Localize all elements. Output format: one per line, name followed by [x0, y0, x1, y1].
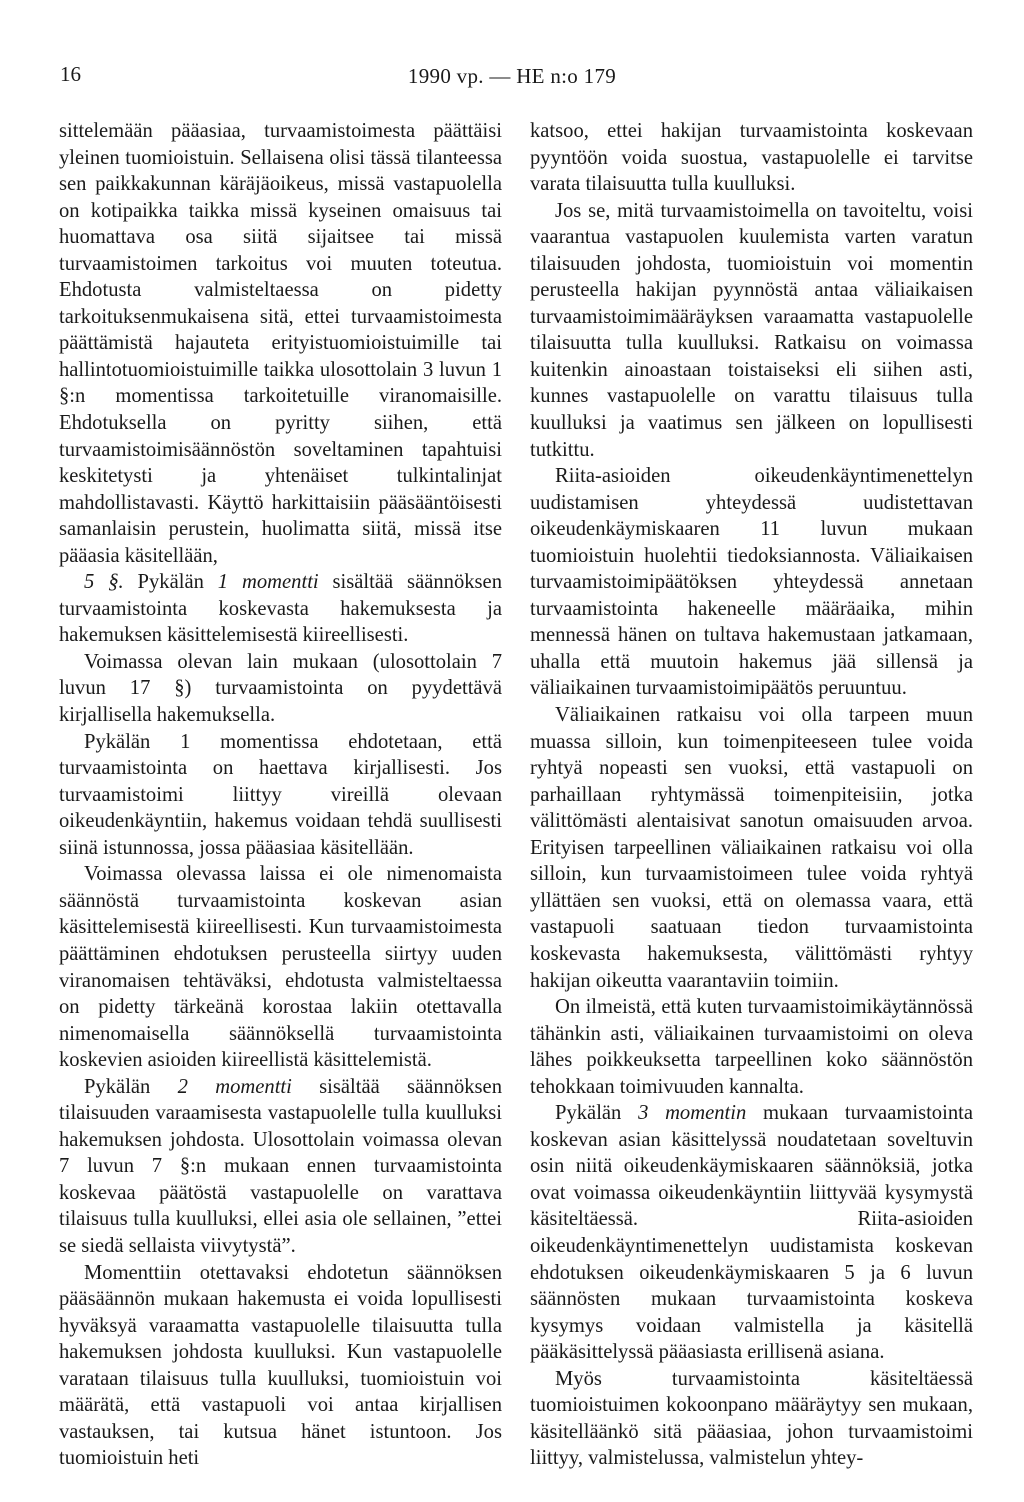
moment-reference: 3 momentin: [638, 1102, 747, 1125]
text-run: mukaan turvaamistointa koskevan asian käsittelyssä noudatetaan soveltuvin osin niitä oikeudenkäymiskaaren säännöksiä, jotka ovat voimassa oikeudenkäyntiin liittyvää kysymystä käsiteltäessä. Riita-asioiden oikeudenkäyntimenettelyn uudistamista koskevan ehdotuksen oikeudenkäymiskaaren 5 ja 6 luvun säännösten mukaan turvaamistointa koskeva kysymys voidaan valmistella ja käsitellä pääkäsittelyssä pääasiasta erillisenä asiana.: [530, 1102, 973, 1364]
left-column: [59, 118, 502, 1472]
paragraph: Myös turvaamistointa käsiteltäessä tuomioistuimen kokoonpano määräytyy sen mukaan, käsitelläänkö sitä pääasiaa, johon turvaamistoimi liittyy, valmistelussa, valmistelun yhtey-: [530, 1367, 973, 1470]
text-run: Pykälän: [84, 1075, 178, 1098]
text-run: sisältää säännöksen tilaisuuden varaamisesta vastapuolelle tulla kuulluksi hakemuksen johdosta. Ulosottolain voimassa olevan 7 luvun 7 §:n mukaan ennen turvaamistointa koskevaa päätöstä vastapuolelle on varattava tilaisuus tulla kuulluksi, ellei asia ole sellainen, ”ettei se siedä sellaista viivytystä”.: [59, 1075, 502, 1257]
paragraph: Voimassa olevassa laissa ei ole nimenomaista säännöstä turvaamistointa koskevan asian käsittelemisestä kiireellisesti. Kun turvaamistoimesta päättäminen ehdotuksen perusteella siirtyy uuden viranomaisen tehtäväksi, ehdotusta valmisteltaessa on pidetty tärkeänä korostaa lakiin otettavalla nimenomaisella säännöksellä turvaamistointa koskevien asioiden kiireellistä käsittelemistä.: [59, 863, 502, 1072]
moment-reference: 1 momentti: [217, 571, 319, 594]
text-run: sisältää säännöksen turvaamistointa koskevasta hakemuksesta ja hakemuksen käsittelemisestä kiireellisesti.: [59, 571, 502, 647]
moment-reference: 2 momentti: [177, 1075, 292, 1098]
paragraph: Momenttiin otettavaksi ehdotetun säännöksen pääsäännön mukaan hakemusta ei voida lopullisesti hyväksyä varaamatta vastapuolelle tilaisuutta tulla hakemuksen johdosta kuulluksi. Kun vastapuolelle varataan tilaisuus tulla kuulluksi, tuomioistuin voi määrätä, että vastapuoli voi antaa kirjallisen vastauksen, tai kutsua hänet istuntoon. Jos tuomioistuin heti: [59, 1261, 502, 1470]
text-run: Pykälän: [555, 1102, 639, 1125]
paragraph: Jos se, mitä turvaamistoimella on tavoiteltu, voisi vaarantua vastapuolen kuulemista varten varatun tilaisuuden johdosta, tuomioistuin voi momentin perusteella hakijan pyynnöstä antaa väliaikaisen turvaamistoimimääräyksen varaamatta vastapuolelle tilaisuutta tulla kuulluksi. Ratkaisu on voimassa kuitenkin ainoastaan toistaiseksi eli siihen asti, kunnes vastapuolelle on varattu tilaisuus tulla kuulluksi ja vaatimus sen jälkeen on lopullisesti tutkittu.: [530, 199, 973, 461]
paragraph-section-5: [59, 569, 502, 649]
section-label: 5 §.: [84, 571, 124, 594]
text-run: Pykälän: [123, 571, 218, 594]
running-header: 1990 vp. — HE n:o 179: [407, 64, 617, 88]
paragraph: Voimassa olevan lain mukaan (ulosottolain 7 luvun 17 §) turvaamistointa on pyydettävä kirjallisella hakemuksella.: [59, 650, 502, 727]
paragraph: Väliaikainen ratkaisu voi olla tarpeen muun muassa silloin, kun toimenpiteeseen tulee voida ryhtyä nopeasti sen vuoksi, että vastapuoli on parhaillaan ryhtymässä toimenpiteisiin, jotka välittömästi alentaisivat sanotun omaisuuden arvoa. Erityisen tarpeellinen väliaikainen ratkaisu voi olla silloin, kun turvaamistoimeen tulee voida ryhtyä yllättäen sen vuoksi, että on olemassa vaara, että vastapuoli saatuaan tiedon turvaamistointa koskevasta hakemuksesta, välittömästi ryhtyy hakijan oikeutta vaarantaviin toimiin.: [530, 704, 973, 992]
paragraph: On ilmeistä, että kuten turvaamistoimikäytännössä tähänkin asti, väliaikainen turvaamistoimi on oleva lähes poikkeuksetta tarpeellinen koko säännöstön tehokkaan toimivuuden kannalta.: [530, 996, 973, 1098]
page-number: 16: [60, 62, 81, 86]
paragraph-moment-3: [530, 1100, 973, 1365]
paragraph-moment-2: [59, 1074, 502, 1260]
paragraph: Riita-asioiden oikeudenkäyntimenettelyn uudistamisen yhteydessä uudistettavan oikeudenkäymiskaaren 11 luvun mukaan tuomioistuin huolehtii tiedoksiannosta. Väliaikaisen turvaamistoimipäätöksen yhteydessä annetaan turvaamistointa hakeneelle määräaika, mihin mennessä hänen on tultava hakemustaan jatkamaan, uhalla että muutoin hakemus jää sillensä ja väliaikainen turvaamistoimipäätös peruuntuu.: [530, 465, 973, 700]
right-column: [530, 118, 973, 1472]
paragraph: katsoo, ettei hakijan turvaamistointa koskevaan pyyntöön voida suostua, vastapuolelle ei tarvitse varata tilaisuutta tulla kuulluksi.: [530, 120, 973, 196]
paragraph: sittelemään pääasiaa, turvaamistoimesta päättäisi yleinen tuomioistuin. Sellaisena olisi tässä tilanteessa sen paikkakunnan käräjäoikeus, missä vastapuolella on kotipaikka taikka missä kyseinen omaisuus tai huomattava osa siitä sijaitsee tai missä turvaamistoimen tarkoitus voi muuten toteutua. Ehdotusta valmisteltaessa on pidetty tarkoituksenmukaisena sitä, ettei turvaamistoimesta päättämistä hajauteta erityistuomioistuimille tai hallintotuomioistuimille taikka ulosottolain 3 luvun 1 §:n momentissa tarkoitetuille viranomaisille. Ehdotuksella on pyritty siihen, että turvaamistoimisäännöstön soveltaminen tapahtuisi keskitetysti ja yhtenäiset tulkintalinjat mahdollistavasti. Käyttö harkittaisiin pääsääntöisesti samanlaisin perustein, huolimatta siitä, missä itse pääasia käsitellään,: [59, 120, 502, 567]
paragraph: Pykälän 1 momentissa ehdotetaan, että turvaamistointa on haettava kirjallisesti. Jos turvaamistoimi liittyy vireillä olevaan oikeudenkäyntiin, hakemus voidaan tehdä suullisesti siinä istunnossa, jossa pääasiaa käsitellään.: [59, 730, 502, 859]
